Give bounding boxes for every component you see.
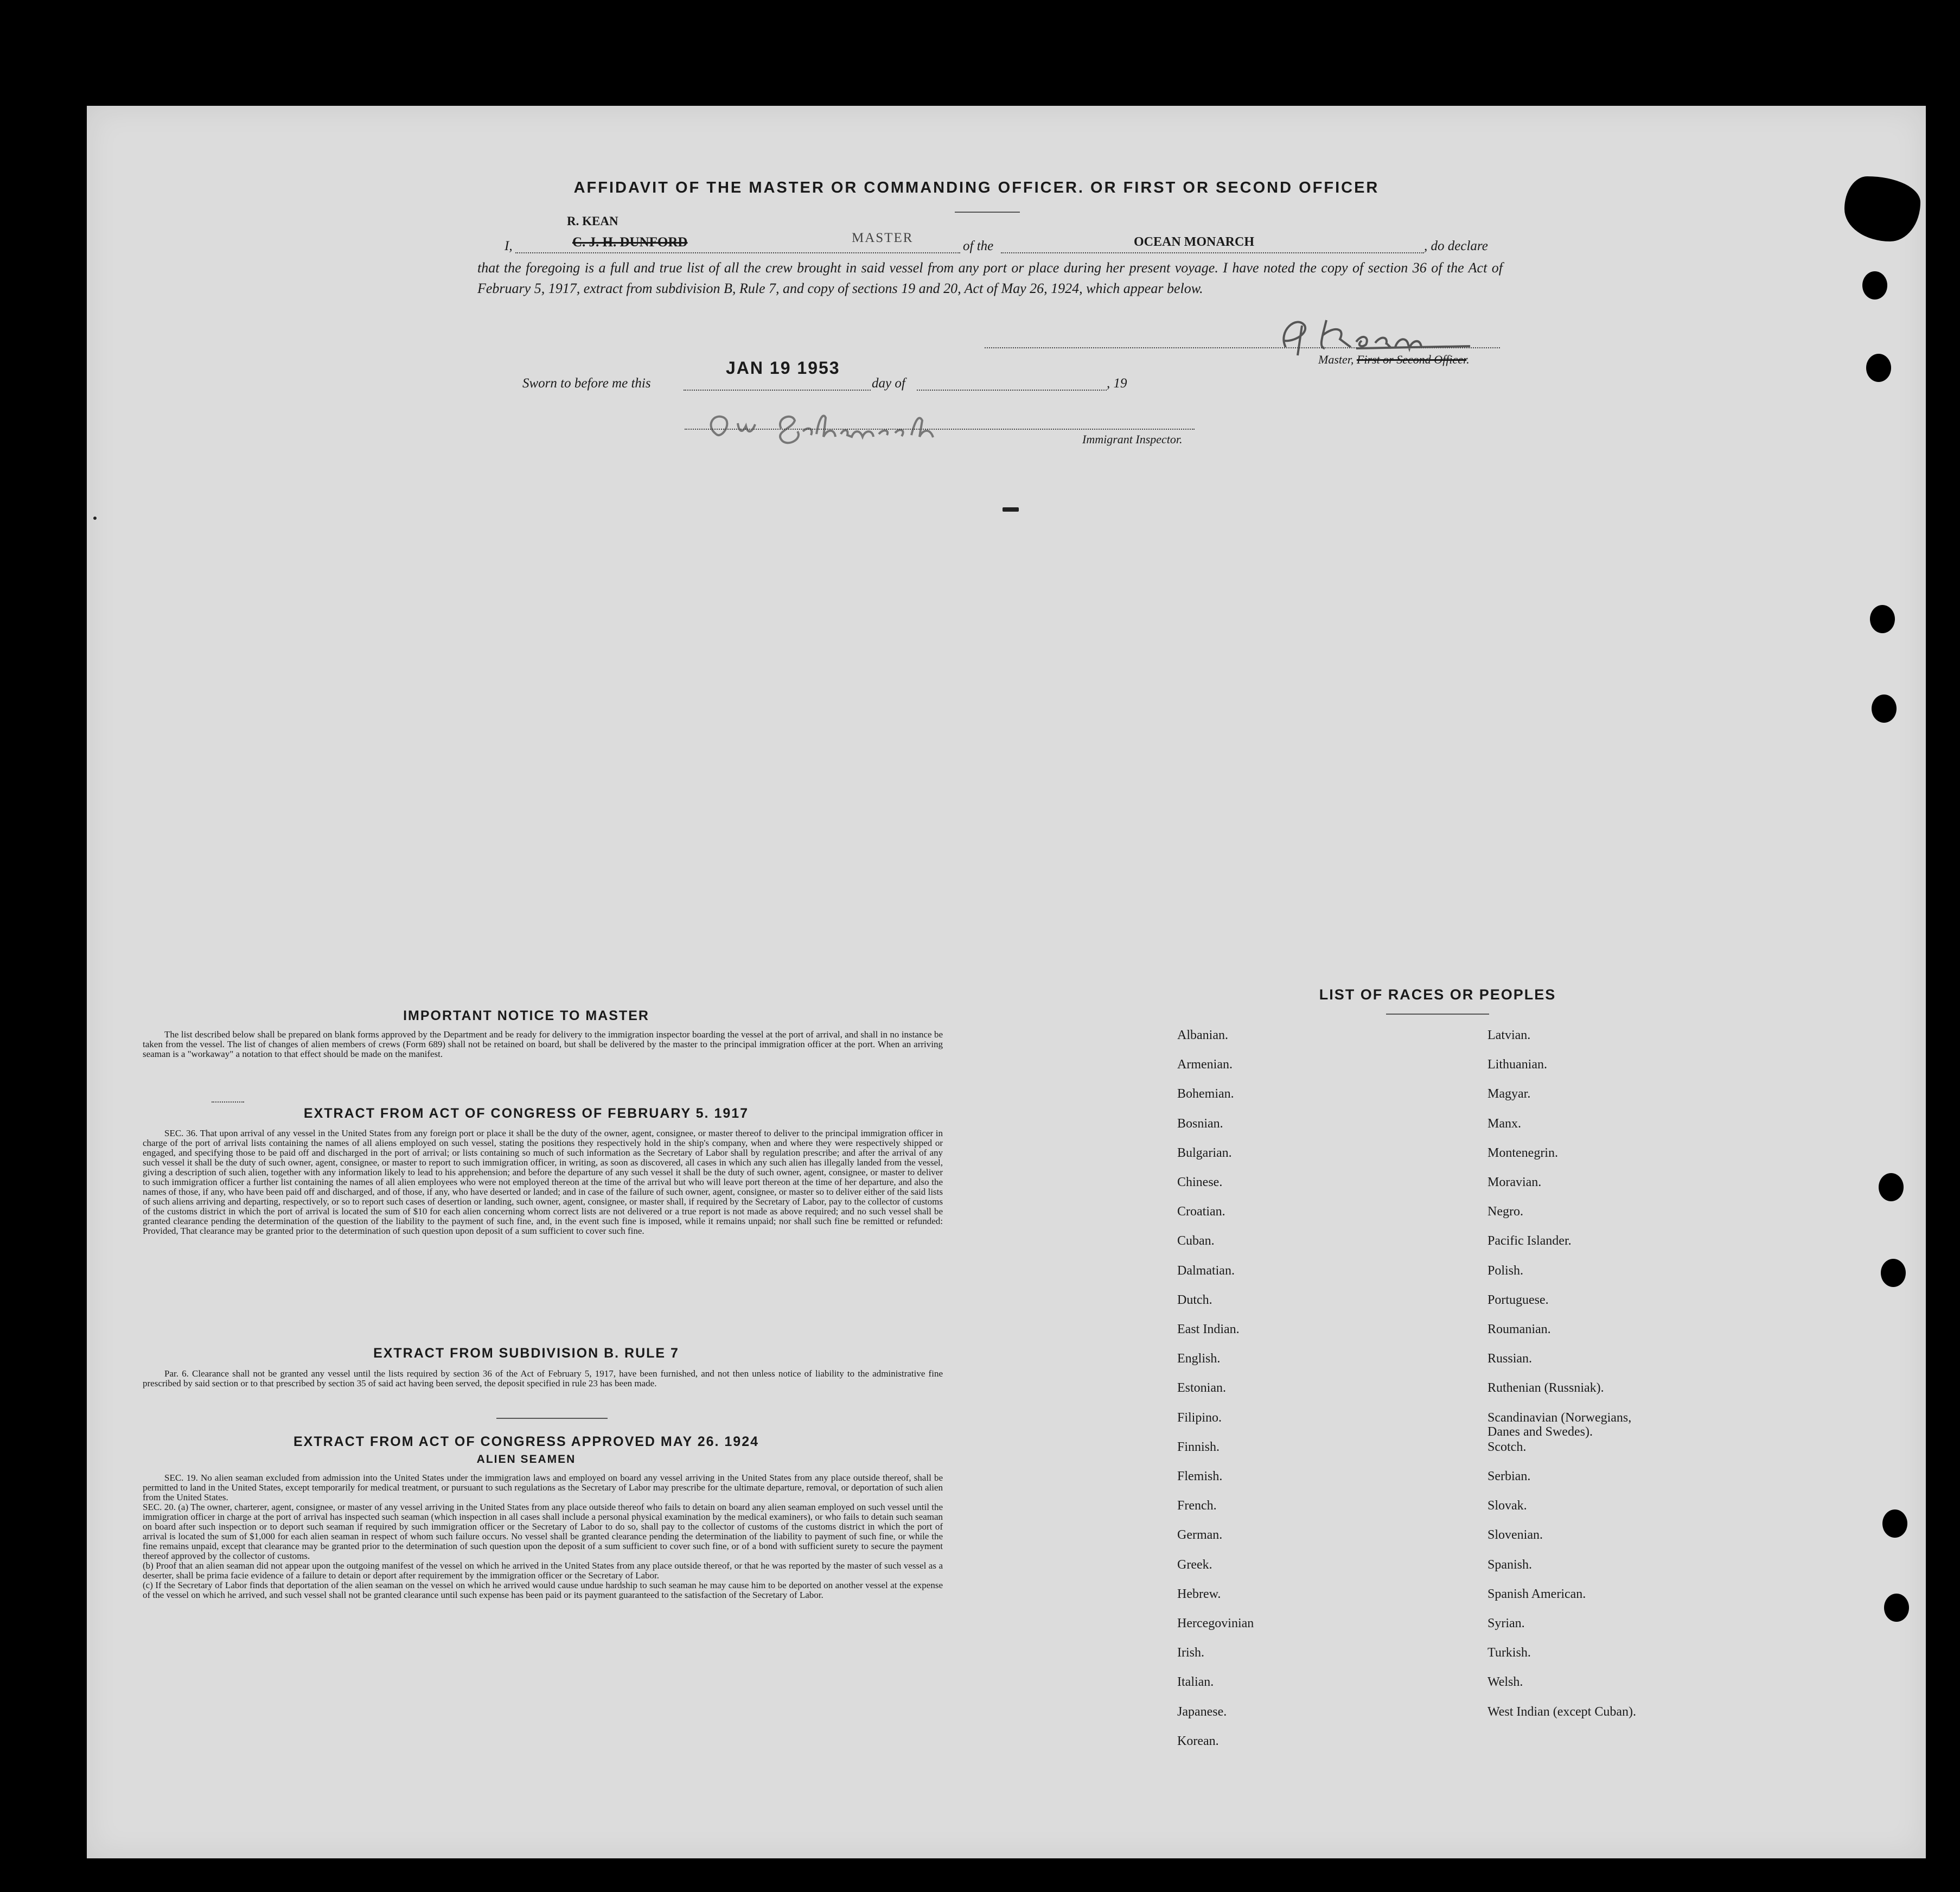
race-item: Syrian. — [1487, 1616, 1525, 1630]
race-item: Chinese. — [1177, 1175, 1223, 1189]
name-line — [515, 252, 960, 253]
race-item: East Indian. — [1177, 1322, 1240, 1336]
race-item: German. — [1177, 1528, 1223, 1543]
date-stamp: JAN 19 1953 — [726, 358, 840, 378]
rule7-rule — [496, 1418, 608, 1419]
master-caption — [1318, 353, 1470, 367]
master-caption-prefix: Master, — [1318, 353, 1354, 366]
race-item: Bulgarian. — [1177, 1145, 1232, 1160]
notice-title: IMPORTANT NOTICE TO MASTER — [403, 1008, 649, 1023]
race-item: Welsh. — [1487, 1675, 1523, 1690]
inspector-line — [685, 429, 1195, 430]
sworn-day-line — [684, 390, 871, 391]
race-item: Slovak. — [1487, 1499, 1527, 1513]
race-item: Filipino. — [1177, 1410, 1222, 1425]
race-item: Latvian. — [1487, 1028, 1531, 1042]
punch-hole — [1866, 354, 1891, 382]
master-caption-struck: First or Second Officer — [1356, 353, 1467, 366]
inspector-signature — [700, 402, 1047, 450]
vessel-line — [1001, 252, 1424, 253]
sworn-month-line — [917, 390, 1107, 391]
race-item: Armenian. — [1177, 1058, 1233, 1072]
punch-hole — [1881, 1259, 1906, 1287]
race-item: Serbian. — [1487, 1469, 1531, 1483]
race-item: Roumanian. — [1487, 1322, 1551, 1336]
notice-text: The list described below shall be prepared on blank forms approved by the Department and be ready for delivery to the immigration inspector boarding the vessel at the port of arrival, and shall in no instance be taken from the vessel. The list of changes of alien members of crews (Form 689) shall not be retained on board, but shall be delivered by the master to the principal immigration officer at the port. When an arriving seaman is a "workaway" a notation to that effect should be made on the manifest. — [143, 1029, 943, 1059]
race-item: Dutch. — [1177, 1292, 1212, 1307]
race-item: Croatian. — [1177, 1205, 1225, 1219]
extract-rule7-title: EXTRACT FROM SUBDIVISION B. RULE 7 — [373, 1346, 679, 1361]
race-item: Flemish. — [1177, 1469, 1223, 1483]
race-item: English. — [1177, 1352, 1221, 1366]
race-item: Estonian. — [1177, 1381, 1226, 1396]
extract-1917-title: EXTRACT FROM ACT OF CONGRESS OF FEBRUARY 5. 1917 — [303, 1106, 749, 1121]
race-item: Scotch. — [1487, 1439, 1527, 1454]
race-item: Irish. — [1177, 1646, 1204, 1660]
race-item: Spanish. — [1487, 1557, 1533, 1572]
extract-1924-subtitle: ALIEN SEAMEN — [476, 1453, 576, 1466]
sworn-label: Sworn to before me this — [522, 376, 651, 391]
race-item: Hebrew. — [1177, 1587, 1221, 1601]
race-item: Russian. — [1487, 1352, 1533, 1366]
races-title: LIST OF RACES OR PEOPLES — [1319, 986, 1556, 1003]
punch-hole — [1882, 1509, 1907, 1538]
extract-1924-title: EXTRACT FROM ACT OF CONGRESS APPROVED MAY 26. 1924 — [293, 1434, 759, 1449]
race-item: Montenegrin. — [1487, 1145, 1558, 1160]
of-the-label: of the — [963, 239, 994, 253]
pronoun: I, — [505, 239, 513, 253]
extract-1917-text: SEC. 36. That upon arrival of any vessel in the United States from any foreign port or place it shall be the duty of the owner, agent, consignee, or master thereof to deliver to the principal immigration officer in charge of the port of arrival lists containing the names of all aliens employed on such vessel, stating the positions they respectively hold in the ship's company, when and where they were respectively shipped or engaged, and specifying those to be paid off and discharged in the port of arrival; or lists containing so much of such information as the Secretary of Labor shall by regulation prescribe; and after the arrival of any such vessel it shall be the duty of such owner, agent, consignee, or master to report to such immigration officer, in writing, as soon as discovered, all cases in which any such alien has illegally landed from the vessel, giving a description of such alien, together with any information likely to lead to his apprehension; and before the departure of any such vessel it shall be the duty of such owner, agent, consignee, or master to deliver to such immigration officer a further list containing the names of all alien employees who were not employed thereon at the time of the arrival but who will leave port thereon at the time of her departure, and also the names of those, if any, who have been paid off and discharged, and of those, if any, who have deserted or landed; and in case of the failure of such owner, agent, consignee, or master so to deliver either of the said lists of such aliens arriving and departing, respectively, or so to report such cases of desertion or landing, such owner, agent, consignee, or master shall, if required by the Secretary of Labor, pay to the collector of customs of the customs district in which the port of arrival is located the sum of $10 for each alien concerning whom correct lists are not delivered or a true report is not made as above required; and no such vessel shall be granted clearance pending the determination of the question of the liability to the payment of such fine, and, in the event such fine is imposed, while it remains unpaid; nor shall such fine be remitted or refunded: Provided, That clearance may be granted prior to the determination of such question upon deposit of a sum sufficient to cover such fine. — [143, 1128, 943, 1236]
race-item: Manx. — [1487, 1116, 1521, 1131]
punch-hole — [1870, 605, 1895, 633]
vessel-name: OCEAN MONARCH — [1134, 235, 1254, 249]
race-item: Negro. — [1487, 1205, 1523, 1219]
races-rule — [1386, 1014, 1489, 1015]
extract-rule7-text: Par. 6. Clearance shall not be granted any vessel until the lists required by section 36 of the Act of February 5, 1917, have been furnished, and not then unless notice of liability to the administrative fine prescribed by said section or to that prescribed by section 35 of said act having been served, the deposit specified in rule 23 has been made. — [143, 1368, 943, 1388]
master-caption-suffix: . — [1466, 353, 1470, 366]
race-item: Ruthenian (Russniak). — [1487, 1381, 1604, 1396]
race-item: Pacific Islander. — [1487, 1234, 1572, 1248]
race-item: Lithuanian. — [1487, 1058, 1547, 1072]
race-item: Hercegovinian — [1177, 1616, 1254, 1630]
race-item: Cuban. — [1177, 1234, 1215, 1248]
speck — [1003, 507, 1019, 512]
extract-1924-text: SEC. 19. No alien seaman excluded from admission into the United States under the immigration laws and employed on board any vessel arriving in the United States from any place outside thereof, shall be permitted to land in the United States, except temporarily for medical treatment, or pursuant to such regulations as the Secretary of Labor may prescribe for the ultimate departure, removal, or deportation of such alien from the United States. SEC. 20. (a) The owner, charterer, agent, consignee, or master of any vessel arriving in the United States from any place outside thereof who fails to detain on board any alien seaman employed on such vessel until the immigration officer in charge at the port of arrival has inspected such seaman (which inspection in all cases shall include a personal physical examination by the medical examiners), or who fails to detain such seaman on board after such inspection or to deport such seaman if required by such immigration officer or the Secretary of Labor to do so, shall pay to the collector of customs of the customs district in which the port of arrival is located the sum of $1,000 for each alien seaman in respect of whom such failure occurs. No vessel shall be granted clearance pending the determination of the liability to payment of such fine, or while the fine remains unpaid, except that clearance may be granted prior to the determination of such question upon the deposit of a sum sufficient to cover such fine, or of a bond with sufficient surety to secure the payment thereof approved by the collector of customs. (b) Proof that an alien seaman did not appear upon the outgoing manifest of the vessel on which he arrived in the United States from any place outside thereof, or that he was reported by the master of such vessel as a deserter, shall be prima facie evidence of a failure to detain or deport after requirement by the immigration officer or the Secretary of Labor. (c) If the Secretary of Labor finds that deportation of the alien seaman on the vessel on which he arrived would cause undue hardship to such seaman he may cause him to be deported on another vessel at the expense of the vessel on which he arrived, and such vessel shall not be granted clearance until such expense has been paid or its payment guaranteed to the satisfaction of the Secretary of Labor. — [143, 1473, 943, 1600]
race-item: Korean. — [1177, 1734, 1219, 1748]
race-item: Magyar. — [1487, 1087, 1531, 1101]
punch-hole — [1879, 1173, 1904, 1201]
race-item: Dalmatian. — [1177, 1263, 1235, 1278]
race-item: Spanish American. — [1487, 1587, 1586, 1601]
race-item: Albanian. — [1177, 1028, 1228, 1042]
affidavit-body: that the foregoing is a full and true list of all the crew brought in said vessel from any port or place during her present voyage. I have noted the copy of section 36 of the Act of February 5, 1917, extract from subdivision B, Rule 7, and copy of sections 19 and 20, Act of May 26, 1924, which appear below. — [477, 260, 1503, 296]
race-item: Portuguese. — [1487, 1292, 1549, 1307]
race-item: Bohemian. — [1177, 1087, 1234, 1101]
race-item: Scandinavian (Norwegians, Danes and Swedes). — [1487, 1410, 1632, 1439]
race-item: West Indian (except Cuban). — [1487, 1704, 1636, 1719]
struck-name: C. J. H. DUNFORD — [572, 235, 688, 250]
race-item: Greek. — [1177, 1557, 1212, 1572]
notice-rule — [212, 1101, 244, 1103]
affidavit-title: AFFIDAVIT OF THE MASTER OR COMMANDING OFFICER. OR FIRST OR SECOND OFFICER — [573, 179, 1380, 196]
rank: MASTER — [852, 231, 914, 245]
race-item: Turkish. — [1487, 1646, 1531, 1660]
punch-hole — [1884, 1594, 1909, 1622]
race-item: Italian. — [1177, 1675, 1214, 1690]
do-declare: , do declare — [1424, 239, 1488, 253]
race-item: Bosnian. — [1177, 1116, 1223, 1131]
day-of-label: day of — [872, 376, 905, 391]
race-item: Slovenian. — [1487, 1528, 1543, 1543]
race-item: French. — [1177, 1499, 1217, 1513]
punch-hole — [1872, 695, 1897, 723]
race-item: Japanese. — [1177, 1704, 1227, 1719]
typed-name: R. KEAN — [567, 214, 618, 228]
title-rule — [955, 212, 1020, 213]
race-item: Polish. — [1487, 1263, 1524, 1278]
race-item: Finnish. — [1177, 1439, 1220, 1454]
year-label: , 19 — [1107, 376, 1127, 391]
inspector-caption: Immigrant Inspector. — [1082, 432, 1183, 446]
race-item: Moravian. — [1487, 1175, 1542, 1189]
punch-hole — [1862, 271, 1887, 300]
speck — [93, 517, 97, 520]
